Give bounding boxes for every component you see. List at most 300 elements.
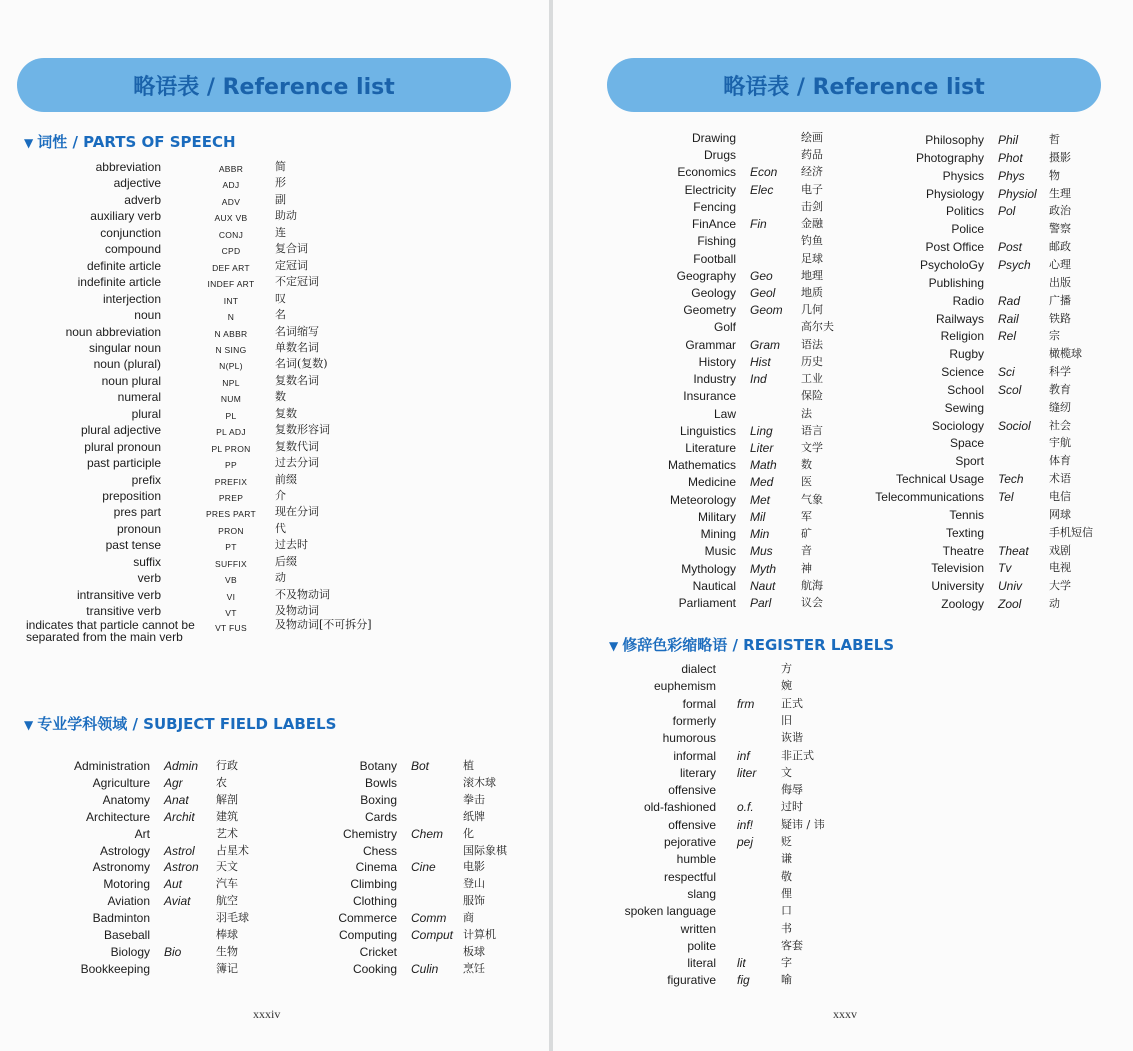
entry-chinese: 农 bbox=[216, 775, 227, 789]
entry-english: Religion bbox=[940, 329, 984, 344]
entry-english: Parliament bbox=[678, 595, 736, 610]
list-item bbox=[0, 291, 286, 306]
register-title-text: 修辞色彩缩略语 / REGISTER LABELS bbox=[622, 636, 895, 654]
list-item bbox=[553, 765, 792, 780]
list-item bbox=[553, 817, 825, 832]
entry-english: Fencing bbox=[693, 199, 736, 214]
entry-english: Telecommunications bbox=[875, 490, 984, 504]
entry-chinese: 足球 bbox=[801, 251, 823, 265]
entry-chinese: 植 bbox=[463, 759, 474, 772]
entry-english: humble bbox=[676, 852, 716, 867]
entry-english: Sewing bbox=[944, 400, 984, 415]
entry-chinese: 过去时 bbox=[275, 538, 308, 552]
entry-english: verb bbox=[137, 571, 161, 586]
entry-abbreviation: PRES PART bbox=[205, 509, 257, 520]
entry-chinese: 大学 bbox=[1049, 579, 1071, 593]
entry-abbreviation: PL ADJ bbox=[216, 427, 246, 438]
entry-chinese: 文 bbox=[781, 765, 792, 779]
entry-abbreviation: Math bbox=[750, 458, 777, 473]
list-item bbox=[553, 731, 803, 746]
entry-abbreviation: Aviat bbox=[164, 894, 191, 909]
entry-chinese: 网球 bbox=[1049, 507, 1071, 521]
entry-abbreviation: Fin bbox=[750, 217, 767, 232]
list-item bbox=[0, 192, 286, 207]
entry-abbreviation: Astron bbox=[164, 860, 199, 875]
pos-last-en-line2: separated from the main verb bbox=[26, 630, 183, 644]
entry-abbreviation: Anat bbox=[164, 792, 189, 807]
entry-abbreviation: Ling bbox=[750, 423, 773, 438]
entry-abbreviation: N SING bbox=[215, 344, 247, 355]
entry-abbreviation: Rad bbox=[998, 293, 1021, 308]
entry-chinese: 神 bbox=[801, 561, 812, 575]
entry-abbreviation: Pol bbox=[998, 204, 1016, 219]
entry-english: Agriculture bbox=[92, 775, 150, 790]
list-item bbox=[553, 662, 792, 676]
list-item bbox=[553, 748, 814, 763]
entry-chinese: 心理 bbox=[1049, 257, 1071, 271]
entry-chinese: 婉 bbox=[781, 679, 792, 693]
entry-english: Military bbox=[698, 509, 736, 524]
entry-chinese: 过时 bbox=[781, 800, 803, 814]
entry-abbreviation: Physiol bbox=[998, 186, 1037, 201]
list-item bbox=[553, 835, 792, 849]
page-banner bbox=[607, 58, 1101, 112]
entry-abbreviation: Cine bbox=[411, 860, 436, 875]
right-page bbox=[553, 0, 1133, 1051]
entry-english: Drugs bbox=[703, 148, 736, 163]
entry-abbreviation: ABBR bbox=[218, 164, 244, 174]
entry-english: Space bbox=[949, 436, 984, 451]
entry-english: polite bbox=[687, 938, 716, 953]
entry-abbreviation: NUM bbox=[220, 394, 242, 405]
entry-english: literal bbox=[687, 956, 716, 971]
entry-english: Astronomy bbox=[92, 860, 150, 875]
entry-chinese: 复数名词 bbox=[275, 373, 319, 387]
subject-section-title bbox=[24, 713, 336, 734]
entry-chinese: 不及物动词 bbox=[275, 587, 330, 601]
entry-chinese: 计算机 bbox=[463, 928, 496, 941]
entry-chinese: 简 bbox=[275, 160, 286, 173]
entry-chinese: 滚木球 bbox=[463, 775, 496, 789]
entry-chinese: 体育 bbox=[1049, 454, 1071, 468]
entry-english: plural adjective bbox=[80, 423, 161, 438]
entry-chinese: 口 bbox=[781, 904, 792, 918]
list-item bbox=[553, 886, 792, 901]
entry-abbreviation: Scol bbox=[998, 382, 1022, 397]
entry-chinese: 解剖 bbox=[216, 792, 238, 806]
entry-english: euphemism bbox=[653, 679, 716, 694]
entry-english: noun (plural) bbox=[93, 357, 161, 372]
entry-abbreviation: Bio bbox=[164, 944, 182, 959]
entry-english: Technical Usage bbox=[895, 472, 984, 487]
entry-english: Clothing bbox=[352, 894, 397, 909]
entry-english: Climbing bbox=[350, 877, 397, 892]
list-item bbox=[553, 921, 792, 936]
entry-english: Boxing bbox=[360, 792, 397, 807]
entry-abbreviation: Phot bbox=[998, 150, 1023, 165]
entry-chinese: 语法 bbox=[801, 337, 823, 351]
entry-abbreviation: Geol bbox=[750, 285, 776, 300]
entry-abbreviation: CPD bbox=[221, 246, 241, 257]
entry-chinese: 板球 bbox=[463, 944, 485, 958]
list-item bbox=[553, 956, 792, 971]
entry-abbreviation: Comm bbox=[411, 911, 447, 926]
entry-abbreviation: Parl bbox=[750, 595, 772, 610]
entry-abbreviation: VB bbox=[225, 575, 237, 586]
entry-english: Biology bbox=[110, 944, 150, 959]
entry-abbreviation: inf bbox=[737, 748, 750, 763]
entry-chinese: 哲 bbox=[1049, 133, 1060, 146]
page-number-left: xxxiv bbox=[253, 1007, 281, 1021]
entry-english: literary bbox=[679, 765, 716, 780]
page-banner bbox=[17, 58, 511, 112]
list-item bbox=[0, 439, 319, 454]
entry-chinese: 生物 bbox=[216, 944, 238, 958]
entry-chinese: 谦 bbox=[781, 852, 792, 866]
entry-abbreviation: Chem bbox=[411, 826, 444, 841]
entry-chinese: 气象 bbox=[801, 492, 823, 506]
entry-chinese: 手机短信 bbox=[1049, 525, 1093, 539]
entry-chinese: 俚 bbox=[781, 886, 792, 900]
entry-chinese: 航海 bbox=[801, 578, 823, 592]
entry-english: Commerce bbox=[338, 911, 397, 926]
list-item bbox=[0, 160, 286, 174]
entry-chinese: 名 bbox=[275, 308, 286, 322]
entry-chinese: 高尔夫 bbox=[801, 320, 834, 334]
entry-abbreviation: Psych bbox=[998, 257, 1031, 272]
entry-english: pejorative bbox=[663, 835, 716, 849]
entry-abbreviation: Univ bbox=[998, 579, 1023, 594]
entry-english: Baseball bbox=[103, 928, 150, 942]
entry-english: Football bbox=[693, 251, 736, 266]
list-item bbox=[0, 505, 319, 520]
entry-chinese: 绘画 bbox=[801, 131, 823, 144]
entry-abbreviation: VI bbox=[226, 591, 236, 602]
entry-english: past participle bbox=[86, 456, 161, 471]
list-item bbox=[553, 938, 803, 953]
triangle-bullet-icon: ▼ bbox=[24, 136, 34, 150]
list-item bbox=[0, 587, 330, 602]
entry-abbreviation: fig bbox=[737, 973, 750, 988]
entry-english: Texting bbox=[945, 525, 984, 540]
entry-english: prefix bbox=[131, 472, 161, 487]
entry-english: Police bbox=[951, 222, 984, 237]
entry-chinese: 行政 bbox=[216, 759, 238, 772]
entry-chinese: 戏剧 bbox=[1049, 543, 1071, 557]
entry-chinese: 复数形容词 bbox=[275, 423, 330, 437]
entry-abbreviation: Met bbox=[750, 492, 771, 507]
entry-chinese: 社会 bbox=[1049, 418, 1071, 432]
entry-english: Insurance bbox=[683, 389, 736, 404]
entry-abbreviation: Phys bbox=[998, 168, 1025, 183]
entry-english: written bbox=[680, 921, 716, 936]
entry-chinese: 动 bbox=[275, 571, 286, 585]
entry-abbreviation: Post bbox=[998, 240, 1023, 255]
entry-chinese: 术语 bbox=[1049, 472, 1071, 486]
left-page bbox=[0, 0, 549, 1051]
entry-abbreviation: Naut bbox=[750, 578, 776, 593]
entry-chinese: 科学 bbox=[1049, 365, 1071, 379]
entry-abbreviation: lit bbox=[737, 956, 746, 971]
entry-chinese: 宗 bbox=[1049, 329, 1060, 343]
entry-chinese: 摄影 bbox=[1049, 150, 1071, 164]
entry-english: definite article bbox=[86, 258, 161, 273]
entry-english: Chess bbox=[362, 843, 397, 858]
list-item bbox=[0, 340, 319, 355]
entry-english: past tense bbox=[105, 538, 161, 553]
entry-chinese: 数 bbox=[275, 390, 286, 404]
entry-chinese: 击剑 bbox=[801, 199, 823, 213]
pos-last-zh: 及物动词[不可拆分] bbox=[275, 618, 372, 631]
entry-chinese: 旧 bbox=[781, 713, 792, 727]
entry-english: transitive verb bbox=[86, 604, 161, 619]
entry-abbreviation: PL bbox=[225, 410, 237, 421]
entry-abbreviation: Elec bbox=[750, 182, 774, 197]
entry-chinese: 数 bbox=[801, 458, 812, 472]
entry-abbreviation: Aut bbox=[164, 877, 183, 892]
entry-english: Physiology bbox=[925, 186, 984, 201]
subject-title-text: 专业学科领域 / SUBJECT FIELD LABELS bbox=[37, 715, 337, 733]
entry-chinese: 橄榄球 bbox=[1049, 347, 1082, 361]
entry-abbreviation: CONJ bbox=[218, 229, 244, 240]
entry-abbreviation: Liter bbox=[750, 440, 774, 455]
entry-chinese: 烹饪 bbox=[463, 961, 485, 975]
entry-chinese: 天文 bbox=[216, 860, 238, 874]
entry-chinese: 羽毛球 bbox=[216, 911, 249, 925]
entry-english: Botany bbox=[359, 759, 397, 773]
entry-english: offensive bbox=[668, 817, 716, 832]
entry-chinese: 医 bbox=[801, 475, 812, 489]
entry-english: adjective bbox=[113, 176, 161, 191]
entry-english: Law bbox=[713, 406, 736, 421]
entry-abbreviation: Bot bbox=[411, 759, 430, 773]
entry-english: Chemistry bbox=[342, 826, 397, 841]
entry-abbreviation: Culin bbox=[411, 961, 439, 976]
entry-chinese: 疑讳 / 讳 bbox=[781, 817, 825, 831]
entry-english: Mining bbox=[700, 527, 736, 542]
pos-section-title bbox=[24, 131, 236, 152]
entry-chinese: 及物动词 bbox=[275, 604, 319, 618]
list-item bbox=[0, 521, 286, 536]
entry-abbreviation: inf! bbox=[737, 817, 754, 832]
entry-chinese: 单数名词 bbox=[275, 340, 319, 354]
entry-abbreviation: INDEF ART bbox=[207, 279, 255, 290]
entry-chinese: 复数 bbox=[275, 406, 297, 420]
entry-abbreviation: Geo bbox=[750, 268, 773, 283]
entry-abbreviation: Theat bbox=[998, 543, 1029, 558]
entry-chinese: 助动 bbox=[275, 209, 297, 223]
banner-title: 略语表 / Reference list bbox=[723, 74, 985, 100]
entry-english: singular noun bbox=[88, 340, 161, 355]
list-item bbox=[0, 308, 286, 323]
entry-english: Theatre bbox=[942, 543, 984, 558]
entry-english: Physics bbox=[942, 168, 984, 183]
entry-abbreviation: DEF ART bbox=[212, 262, 250, 273]
list-item bbox=[553, 973, 792, 988]
entry-abbreviation: Mus bbox=[750, 544, 773, 559]
entry-english: offensive bbox=[668, 783, 716, 798]
entry-english: Music bbox=[704, 544, 736, 559]
list-item bbox=[0, 390, 286, 405]
entry-chinese: 物 bbox=[1049, 168, 1060, 182]
entry-english: Geology bbox=[691, 285, 736, 300]
entry-english: humorous bbox=[662, 731, 716, 746]
list-item bbox=[0, 258, 308, 273]
entry-chinese: 军 bbox=[801, 509, 812, 523]
triangle-bullet-icon: ▼ bbox=[24, 718, 34, 732]
entry-abbreviation: Zool bbox=[998, 597, 1022, 612]
entry-chinese: 非正式 bbox=[781, 748, 814, 762]
entry-chinese: 复合词 bbox=[275, 242, 308, 256]
entry-abbreviation: Archit bbox=[164, 809, 195, 824]
entry-chinese: 教育 bbox=[1049, 382, 1071, 396]
entry-chinese: 敬 bbox=[781, 869, 792, 883]
entry-chinese: 副 bbox=[275, 192, 286, 206]
entry-abbreviation: Ind bbox=[750, 372, 767, 387]
entry-english: Publishing bbox=[928, 275, 984, 290]
entry-english: Astrology bbox=[99, 843, 150, 858]
entry-abbreviation: PL PRON bbox=[211, 443, 251, 454]
entry-chinese: 地质 bbox=[801, 285, 823, 299]
entry-english: Sport bbox=[955, 454, 984, 469]
entry-abbreviation: Astrol bbox=[164, 843, 195, 858]
entry-abbreviation: AUX VB bbox=[214, 213, 248, 224]
entry-chinese: 广播 bbox=[1049, 293, 1071, 307]
entry-chinese: 航空 bbox=[216, 894, 238, 908]
entry-english: Philosophy bbox=[925, 133, 984, 147]
entry-english: Art bbox=[134, 826, 150, 841]
list-item bbox=[0, 406, 297, 421]
entry-abbreviation: o.f. bbox=[737, 800, 754, 815]
entry-english: Electricity bbox=[684, 182, 736, 197]
entry-chinese: 钓鱼 bbox=[801, 234, 823, 248]
entry-english: conjunction bbox=[100, 225, 161, 240]
entry-abbreviation: Econ bbox=[750, 165, 778, 180]
entry-chinese: 出版 bbox=[1049, 275, 1071, 289]
entry-english: pronoun bbox=[116, 521, 161, 536]
entry-english: Bookkeeping bbox=[80, 961, 150, 976]
entry-english: interjection bbox=[102, 291, 161, 306]
entry-chinese: 缝纫 bbox=[1049, 400, 1071, 414]
list-item bbox=[0, 538, 308, 553]
entry-english: adverb bbox=[124, 192, 161, 207]
list-item bbox=[553, 783, 803, 798]
entry-chinese: 经济 bbox=[801, 165, 823, 179]
entry-chinese: 文学 bbox=[801, 440, 823, 454]
entry-chinese: 地理 bbox=[801, 268, 823, 282]
entry-english: Tennis bbox=[949, 507, 984, 522]
entry-chinese: 艺术 bbox=[216, 826, 238, 840]
entry-chinese: 后缀 bbox=[275, 554, 297, 568]
list-item bbox=[553, 904, 792, 919]
entry-abbreviation: Sociol bbox=[998, 418, 1031, 433]
entry-chinese: 建筑 bbox=[216, 809, 238, 823]
entry-chinese: 书 bbox=[781, 921, 792, 935]
list-item bbox=[0, 176, 286, 191]
list-item bbox=[0, 357, 328, 372]
entry-english: Grammar bbox=[685, 337, 736, 352]
entry-abbreviation: N(PL) bbox=[219, 361, 243, 372]
entry-chinese: 宇航 bbox=[1049, 436, 1071, 450]
entry-chinese: 方 bbox=[781, 662, 792, 675]
entry-chinese: 电子 bbox=[801, 182, 823, 196]
entry-abbreviation: Sci bbox=[998, 365, 1015, 380]
entry-english: plural pronoun bbox=[84, 439, 161, 454]
entry-abbreviation: VT bbox=[225, 608, 237, 619]
entry-english: Bowls bbox=[364, 775, 397, 790]
entry-chinese: 复数代词 bbox=[275, 439, 319, 453]
entry-chinese: 拳击 bbox=[463, 792, 485, 806]
entry-english: Fishing bbox=[697, 234, 736, 249]
entry-english: Aviation bbox=[107, 894, 150, 909]
entry-english: pres part bbox=[113, 505, 161, 520]
list-item bbox=[553, 869, 792, 884]
entry-english: slang bbox=[687, 886, 716, 901]
entry-abbreviation: liter bbox=[737, 765, 757, 780]
entry-chinese: 邮政 bbox=[1049, 240, 1071, 254]
entry-chinese: 定冠词 bbox=[275, 258, 308, 272]
entry-abbreviation: ADJ bbox=[222, 180, 240, 191]
entry-chinese: 政治 bbox=[1049, 204, 1071, 218]
entry-abbreviation: N ABBR bbox=[214, 328, 248, 339]
pos-last-en-line1: indicates that particle cannot be bbox=[26, 618, 195, 632]
entry-english: Mythology bbox=[681, 561, 736, 576]
entry-chinese: 电视 bbox=[1049, 561, 1071, 575]
entry-abbreviation: PREP bbox=[218, 493, 244, 503]
entry-chinese: 议会 bbox=[801, 595, 823, 609]
entry-abbreviation: Mil bbox=[750, 509, 766, 524]
entry-english: noun bbox=[134, 308, 161, 323]
entry-chinese: 连 bbox=[275, 225, 286, 239]
entry-chinese: 占星术 bbox=[216, 843, 249, 857]
list-item bbox=[0, 604, 319, 619]
entry-chinese: 商 bbox=[463, 911, 474, 925]
entry-english: School bbox=[947, 382, 984, 397]
list-item bbox=[0, 324, 319, 339]
entry-chinese: 介 bbox=[275, 489, 286, 502]
entry-chinese: 生理 bbox=[1049, 186, 1071, 200]
entry-english: preposition bbox=[102, 489, 161, 503]
entry-abbreviation: Geom bbox=[750, 303, 783, 318]
entry-abbreviation: Hist bbox=[750, 354, 771, 369]
entry-english: Motoring bbox=[103, 877, 150, 892]
entry-chinese: 化 bbox=[463, 826, 474, 840]
entry-chinese: 警察 bbox=[1049, 222, 1071, 236]
entry-chinese: 字 bbox=[781, 956, 792, 970]
entry-chinese: 法 bbox=[801, 406, 812, 420]
entry-chinese: 矿 bbox=[801, 527, 812, 541]
entry-english: Anatomy bbox=[102, 792, 150, 807]
entry-abbreviation: INT bbox=[223, 295, 239, 306]
entry-english: Mathematics bbox=[667, 458, 736, 473]
entry-abbreviation: Phil bbox=[998, 133, 1019, 147]
entry-chinese: 音 bbox=[801, 544, 812, 558]
entry-english: noun plural bbox=[101, 373, 161, 388]
entry-chinese: 铁路 bbox=[1049, 311, 1071, 325]
entry-english: intransitive verb bbox=[76, 587, 161, 602]
list-item bbox=[0, 242, 308, 257]
entry-english: numeral bbox=[117, 390, 161, 405]
entry-chinese: 保险 bbox=[801, 389, 823, 403]
entry-abbreviation: Comput bbox=[411, 928, 454, 942]
entry-chinese: 簿记 bbox=[216, 961, 238, 975]
list-item bbox=[0, 373, 319, 388]
entry-chinese: 过去分词 bbox=[275, 456, 319, 470]
entry-chinese: 服饰 bbox=[463, 894, 485, 908]
entry-chinese: 电影 bbox=[463, 860, 485, 874]
entry-chinese: 客套 bbox=[781, 938, 803, 952]
entry-english: Politics bbox=[945, 204, 984, 219]
